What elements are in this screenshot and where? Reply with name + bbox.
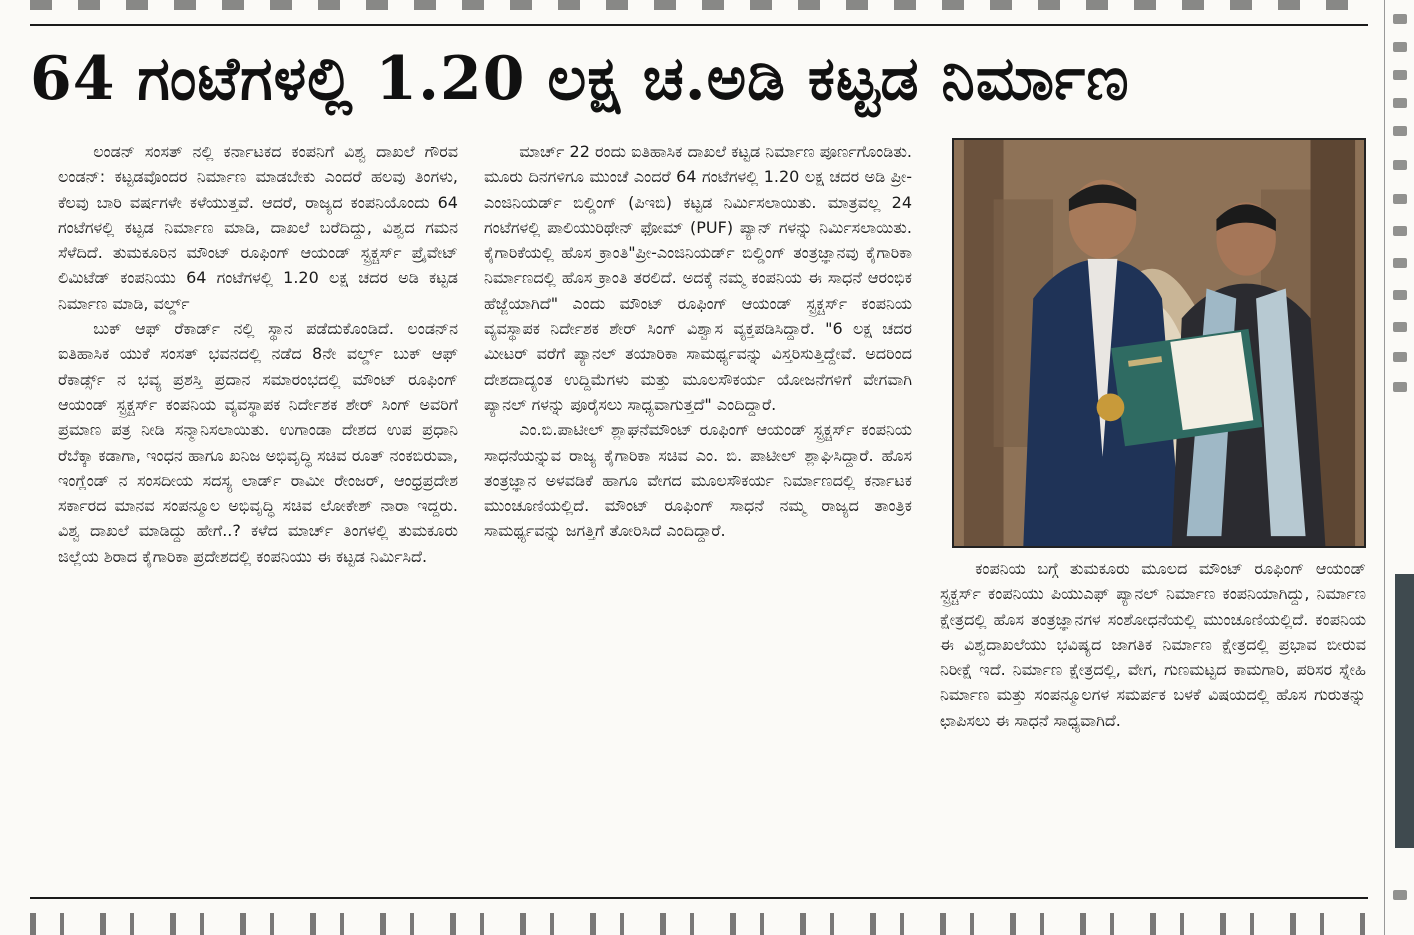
edge-glyph [1393, 322, 1407, 332]
paragraph: ಕಂಪನಿಯ ಬಗ್ಗೆ ತುಮಕೂರು ಮೂಲದ ಮೌಂಟ್ ರೂಫಿಂಗ್ ಆಯಂಡ್ ಸ್ಟ್ರಕ್ಚರ್ಸ್ ಕಂಪನಿಯು ಪಿಯುಎಫ್ ಪ್ಯಾನಲ್ ನಿರ್ಮಾಣ ಕಂಪನಿಯಾಗಿದ್ದು, ನಿರ್ಮಾಣ ಕ್ಷೇತ್ರದಲ್ಲಿ ಹೊಸ ತಂತ್ರಜ್ಞಾನಗಳ ಸಂಶೋಧನೆಯಲ್ಲಿ ಮುಂಚೂಣಿಯಲ್ಲಿದೆ. ಕಂಪನಿಯ ಈ ವಿಶ್ವದಾಖಲೆಯು ಭವಿಷ್ಯದ ಜಾಗತಿಕ ನಿರ್ಮಾಣ ಕ್ಷೇತ್ರದಲ್ಲಿ ಪ್ರಭಾವ ಬೀರುವ ನಿರೀಕ್ಷೆ ಇದೆ. ನಿರ್ಮಾಣ ಕ್ಷೇತ್ರದಲ್ಲಿ, ವೇಗ, ಗುಣಮಟ್ಟದ ಕಾಮಗಾರಿ, ಪರಿಸರ ಸ್ನೇಹಿ ನಿರ್ಮಾಣ ಮತ್ತು ಸಂಪನ್ಮೂಲಗಳ ಸಮರ್ಪಕ ಬಳಕೆ ವಿಷಯದಲ್ಲಿ ಹೊಸ ಗುರುತನ್ನು ಛಾಪಿಸಲು ಈ ಸಾಧನೆ ಸಾಧ್ಯವಾಗಿದೆ. [940, 559, 1366, 730]
adjacent-page-edge [1384, 0, 1414, 935]
top-rule [30, 24, 1368, 26]
edge-glyph [1393, 890, 1407, 900]
edge-glyph [1393, 258, 1407, 268]
edge-glyph [1393, 42, 1407, 52]
edge-glyph [1393, 14, 1407, 24]
paragraph: ಎಂ.ಬಿ.ಪಾಟೀಲ್ ಶ್ಲಾಘನೆಮೌಂಟ್ ರೂಫಿಂಗ್ ಆಯಂಡ್ ಸ್ಟ್ರಕ್ಚರ್ಸ್ ಕಂಪನಿಯ ಸಾಧನೆಯನ್ನುವ ರಾಜ್ಯ ಕೈಗಾರಿಕಾ ಸಚಿವ ಎಂ. ಬಿ. ಪಾಟೀಲ್ ಶ್ಲಾಘಿಸಿದ್ದಾರೆ. ಹೊಸ ತಂತ್ರಜ್ಞಾನ ಅಳವಡಿಕೆ ಹಾಗೂ ವೇಗದ ಮೂಲಸೌಕರ್ಯ ನಿರ್ಮಾಣದಲ್ಲಿ ಕರ್ನಾಟಕ ಮುಂಚೂಣಿಯಲ್ಲಿದೆ. ಮೌಂಟ್ ರೂಫಿಂಗ್ ಸಾಧನೆ ನಮ್ಮ ರಾಜ್ಯದ ತಾಂತ್ರಿಕ ಸಾಮರ್ಥ್ಯವನ್ನು ಜಗತ್ತಿಗೆ ತೋರಿಸಿದೆ ಎಂದಿದ್ದಾರೆ. [484, 420, 912, 541]
edge-glyph [1393, 290, 1407, 300]
edge-glyph [1393, 352, 1407, 362]
paragraph: ಲಂಡನ್ ಸಂಸತ್ ನಲ್ಲಿ ಕರ್ನಾಟಕದ ಕಂಪನಿಗೆ ವಿಶ್ವ ದಾಖಲೆ ಗೌರವ ಲಂಡನ್: ಕಟ್ಟಡವೊಂದರ ನಿರ್ಮಾಣ ಮಾಡಬೇಕು ಎಂದರೆ ಹಲವು ತಿಂಗಳು, ಕೆಲವು ಬಾರಿ ವರ್ಷಗಳೇ ಕಳೆಯುತ್ತವೆ. ಆದರೆ, ರಾಜ್ಯದ ಕಂಪನಿಯೊಂದು 64 ಗಂಟೆಗಳಲ್ಲಿ ಕಟ್ಟಡ ನಿರ್ಮಾಣ ಮಾಡಿ, ದಾಖಲೆ ಬರೆದಿದ್ದು, ವಿಶ್ವದ ಗಮನ ಸೆಳೆದಿದೆ. ತುಮಕೂರಿನ ಮೌಂಟ್ ರೂಫಿಂಗ್ ಆಯಂಡ್ ಸ್ಟ್ರಕ್ಚರ್ಸ್ ಪ್ರೈವೇಟ್ ಲಿಮಿಟೆಡ್ ಕಂಪನಿಯು 64 ಗಂಟೆಗಳಲ್ಲಿ 1.20 ಲಕ್ಷ ಚದರ ಅಡಿ ಕಟ್ಟಡ ನಿರ್ಮಾಣ ಮಾಡಿ, ವರ್ಲ್ಡ್ [58, 142, 458, 313]
edge-glyph [1393, 126, 1407, 136]
edge-glyph [1393, 70, 1407, 80]
edge-glyph [1393, 226, 1407, 236]
article-column-2 [484, 139, 912, 887]
award-photo-illustration [954, 140, 1364, 546]
award-photo [952, 138, 1366, 548]
article-column-1 [58, 139, 458, 887]
adjacent-photo-edge [1395, 574, 1414, 848]
paragraph: ಮಾರ್ಚ್ 22 ರಂದು ಐತಿಹಾಸಿಕ ದಾಖಲೆ ಕಟ್ಟಡ ನಿರ್ಮಾಣ ಪೂರ್ಣಗೊಂಡಿತು. ಮೂರು ದಿನಗಳಿಗೂ ಮುಂಚೆ ಎಂದರೆ 64 ಗಂಟೆಗಳಲ್ಲಿ 1.20 ಲಕ್ಷ ಚದರ ಅಡಿ ಪ್ರೀ-ಎಂಜಿನಿಯರ್ಡ್ ಬಿಲ್ಡಿಂಗ್ (ಪಿಇಬಿ) ಕಟ್ಟಡ ನಿರ್ಮಿಸಲಾಯಿತು. ಮಾತ್ರವಲ್ಲ 24 ಗಂಟೆಗಳಲ್ಲಿ ಪಾಲಿಯುರಿಥೇನ್ ಫೋಮ್ (PUF) ಪ್ಯಾನ್ ಗಳನ್ನು ನಿರ್ಮಿಸಲಾಯಿತು. ಕೈಗಾರಿಕೆಯಲ್ಲಿ ಹೊಸ ಕ್ರಾಂತಿ"ಪ್ರೀ-ಎಂಜಿನಿಯರ್ಡ್ ಬಿಲ್ಡಿಂಗ್ ತಂತ್ರಜ್ಞಾನವು ಕೈಗಾರಿಕಾ ನಿರ್ಮಾಣದಲ್ಲಿ ಹೊಸ ಕ್ರಾಂತಿ ತರಲಿದೆ. ಅದಕ್ಕೆ ನಮ್ಮ ಕಂಪನಿಯ ಈ ಸಾಧನೆ ಆರಂಭಿಕ ಹೆಜ್ಜೆಯಾಗಿದೆ" ಎಂದು ಮೌಂಟ್ ರೂಫಿಂಗ್ ಆಯಂಡ್ ಸ್ಟ್ರಕ್ಚರ್ಸ್ ಕಂಪನಿಯ ವ್ಯವಸ್ಥಾಪಕ ನಿರ್ದೇಶಕ ಶೇರ್ ಸಿಂಗ್ ವಿಶ್ವಾಸ ವ್ಯಕ್ತಪಡಿಸಿದ್ದಾರೆ. "6 ಲಕ್ಷ ಚದರ ಮೀಟರ್ ವರೆಗೆ ಪ್ಯಾನಲ್ ತಯಾರಿಕಾ ಸಾಮರ್ಥ್ಯವನ್ನು ವಿಸ್ತರಿಸುತ್ತಿದ್ದೇವೆ. ಅದರಿಂದ ದೇಶದಾದ್ಯಂತ ಉದ್ದಿಮೆಗಳು ಮತ್ತು ಮೂಲಸೌಕರ್ಯ ಯೋಜನೆಗಳಿಗೆ ವೇಗವಾಗಿ ಪ್ಯಾನಲ್ ಗಳನ್ನು ಪೂರೈಸಲು ಸಾಧ್ಯವಾಗುತ್ತದೆ" ಎಂದಿದ್ದಾರೆ. [484, 142, 912, 414]
edge-glyph [1393, 160, 1407, 170]
cropped-next-text [30, 913, 1365, 935]
cropped-previous-text [30, 0, 1365, 10]
paragraph: ಬುಕ್ ಆಫ್ ರೆಕಾರ್ಡ್ ನಲ್ಲಿ ಸ್ಥಾನ ಪಡೆದುಕೊಂಡಿದೆ. ಲಂಡನ್‌ನ ಐತಿಹಾಸಿಕ ಯುಕೆ ಸಂಸತ್ ಭವನದಲ್ಲಿ ನಡೆದ 8ನೇ ವರ್ಲ್ಡ್ ಬುಕ್ ಆಫ್ ರೆಕಾರ್ಡ್ಸ್ ನ ಭವ್ಯ ಪ್ರಶಸ್ತಿ ಪ್ರದಾನ ಸಮಾರಂಭದಲ್ಲಿ ಮೌಂಟ್ ರೂಫಿಂಗ್ ಆಯಂಡ್ ಸ್ಟ್ರಕ್ಚರ್ಸ್ ಕಂಪನಿಯ ವ್ಯವಸ್ಥಾಪಕ ನಿರ್ದೇಶಕ ಶೇರ್ ಸಿಂಗ್ ಅವರಿಗೆ ಪ್ರಮಾಣ ಪತ್ರ ನೀಡಿ ಸನ್ಮಾನಿಸಲಾಯಿತು. ಉಗಾಂಡಾ ದೇಶದ ಉಪ ಪ್ರಧಾನಿ ರೆಬೆಕ್ಕಾ ಕಡಾಗಾ, ಇಂಧನ ಹಾಗೂ ಖನಿಜ ಅಭಿವೃದ್ಧಿ ಸಚಿವ ರೂತ್ ನಂಕಬಿರುವಾ, ಇಂಗ್ಲೆಂಡ್ ನ ಸಂಸದೀಯ ಸದಸ್ಯ ಲಾರ್ಡ್ ರಾಮೀ ರೇಂಜರ್, ಆಂಧ್ರಪ್ರದೇಶ ಸರ್ಕಾರದ ಮಾನವ ಸಂಪನ್ಮೂಲ ಅಭಿವೃದ್ಧಿ ಸಚಿವ ಲೋಕೇಶ್ ನಾರಾ ಇದ್ದರು. ವಿಶ್ವ ದಾಖಲೆ ಮಾಡಿದ್ದು ಹೇಗೆ..? ಕಳೆದ ಮಾರ್ಚ್ ತಿಂಗಳಲ್ಲಿ ತುಮಕೂರು ಜಿಲ್ಲೆಯ ಶಿರಾದ ಕೈಗಾರಿಕಾ ಪ್ರದೇಶದಲ್ಲಿ ಕಂಪನಿಯು ಈ ಕಟ್ಟಡ ನಿರ್ಮಿಸಿದೆ. [58, 319, 458, 566]
edge-glyph [1393, 382, 1407, 392]
article-column-3 [940, 556, 1366, 886]
bottom-rule [30, 897, 1368, 899]
edge-glyph [1393, 194, 1407, 204]
edge-glyph [1393, 98, 1407, 108]
article-headline: 64 ಗಂಟೆಗಳಲ್ಲಿ 1.20 ಲಕ್ಷ ಚ.ಅಡಿ ಕಟ್ಟಡ ನಿರ್ಮಾಣ [30, 44, 1130, 114]
